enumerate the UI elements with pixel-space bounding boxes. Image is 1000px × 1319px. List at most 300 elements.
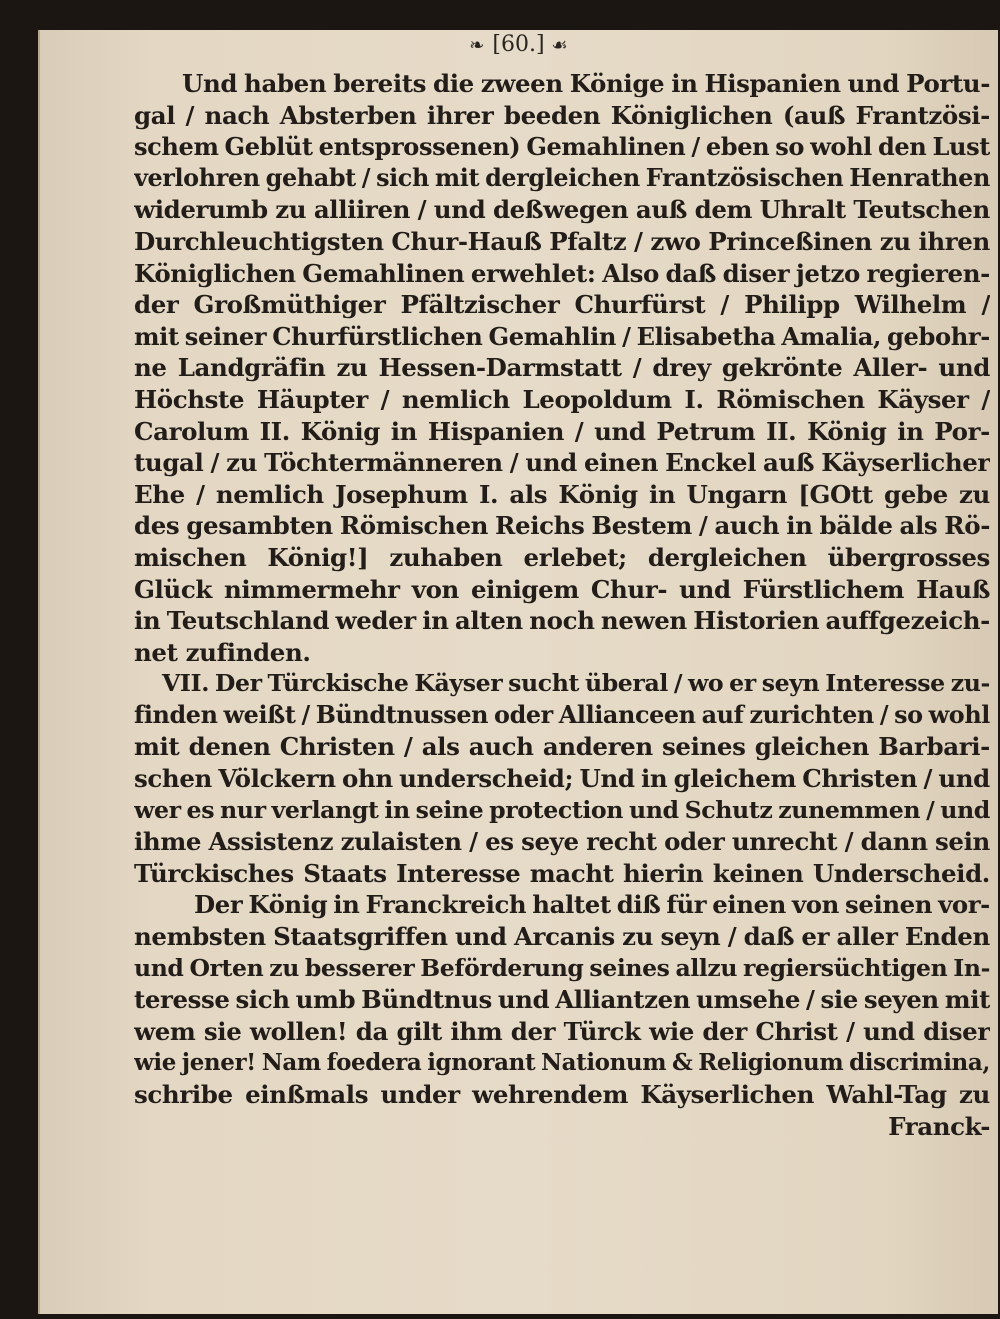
- word: Hispanien: [427, 416, 565, 446]
- word: in: [786, 511, 813, 541]
- word: sein: [935, 827, 990, 857]
- word: verlohren: [134, 163, 260, 192]
- word: gehabt: [265, 163, 356, 192]
- word: beeden: [503, 100, 601, 130]
- word: auf: [701, 700, 744, 729]
- word: Chur-: [590, 574, 668, 604]
- word: /: [469, 827, 478, 857]
- word: wollen!: [249, 1016, 348, 1046]
- word: zu: [336, 353, 368, 383]
- word: teresse: [134, 985, 230, 1015]
- word: Beförderung: [420, 953, 584, 982]
- word: Historien: [693, 606, 820, 636]
- word: er: [801, 922, 830, 952]
- word: in: [897, 416, 924, 446]
- word: sie: [820, 985, 858, 1015]
- word: Töchtermänneren: [264, 448, 503, 478]
- word: auffgezeich-: [825, 606, 990, 636]
- word: mischen: [134, 542, 247, 572]
- word: wem: [134, 1016, 196, 1046]
- word: (auß: [782, 100, 846, 130]
- word: schribe: [134, 1080, 233, 1109]
- word: Pfältzischer: [400, 290, 560, 320]
- word: zween: [480, 69, 563, 98]
- word: Teutschland: [166, 606, 330, 636]
- text-line: [134, 542, 990, 574]
- word: finden: [134, 700, 218, 729]
- word: zu: [269, 953, 299, 982]
- word: /: [301, 700, 310, 729]
- word: gebohr-: [887, 321, 990, 351]
- word: in: [134, 606, 161, 636]
- word: jener!: [181, 1049, 256, 1077]
- word: König!]: [267, 542, 369, 572]
- word: zu: [622, 922, 654, 952]
- word: einigem: [470, 574, 579, 604]
- word: drey: [652, 353, 711, 383]
- word: gleichen: [754, 732, 869, 762]
- word: Gemahlinen: [302, 258, 465, 288]
- word: zurichten: [749, 700, 874, 729]
- text-line: [134, 352, 990, 384]
- word: Nam: [261, 1049, 321, 1077]
- word: Amalia,: [781, 321, 882, 351]
- word: /: [380, 384, 390, 414]
- word: Christen: [802, 764, 918, 794]
- word: der: [510, 1016, 556, 1046]
- word: die: [433, 69, 474, 98]
- word: tugal: [134, 448, 204, 478]
- word: /: [691, 132, 700, 162]
- word: ignorant: [427, 1049, 536, 1077]
- word: auch: [714, 511, 780, 541]
- paragraph-start-line: [134, 889, 990, 921]
- word: I.: [684, 384, 704, 414]
- word: Arcanis: [513, 922, 615, 952]
- word: auch: [468, 732, 534, 762]
- word: /: [210, 448, 220, 478]
- text-line: [134, 574, 990, 606]
- word: allzu: [675, 953, 738, 982]
- word: Christen: [279, 732, 395, 762]
- word: nimmermehr: [223, 574, 400, 604]
- word: erlebet;: [523, 542, 627, 572]
- word: erwehlet:: [470, 258, 596, 288]
- word: dem: [694, 195, 753, 225]
- word: gal: [134, 100, 176, 130]
- word: in: [640, 764, 668, 794]
- word: Käyserlichen: [640, 1080, 815, 1109]
- word: von: [792, 890, 839, 920]
- word: Landgräfin: [177, 353, 326, 383]
- word: gekrönte: [721, 353, 843, 383]
- word: mit: [434, 163, 480, 192]
- word: daß: [665, 258, 716, 288]
- word: seinen: [845, 890, 933, 920]
- word: Frantzösischen: [645, 163, 844, 192]
- word: seine: [415, 795, 484, 824]
- word: /: [622, 321, 631, 351]
- word: und: [455, 922, 507, 952]
- word: er: [729, 669, 756, 698]
- word: Allianceen: [558, 700, 696, 729]
- word: seyn: [761, 669, 820, 698]
- word: vor-: [938, 890, 990, 920]
- word: als: [899, 511, 938, 541]
- word: gilt: [396, 1016, 442, 1046]
- word: newen: [600, 606, 687, 636]
- text-line: [134, 763, 990, 795]
- word: Enckel: [665, 448, 756, 478]
- word: seines: [589, 953, 670, 982]
- word: und: [863, 1016, 915, 1046]
- word: der: [702, 1016, 747, 1046]
- word: alten: [454, 606, 523, 636]
- text-line: [134, 163, 990, 195]
- section-heading-line: [134, 668, 990, 700]
- word: Hauß: [916, 574, 990, 604]
- word: /: [806, 985, 815, 1015]
- text-line: [134, 731, 990, 763]
- word: Petrum: [656, 416, 756, 446]
- word: und: [433, 195, 486, 225]
- word: sie: [203, 1016, 242, 1046]
- word: nemlich: [215, 479, 324, 509]
- word: /: [196, 479, 205, 509]
- word: regieren-: [866, 258, 990, 288]
- word: wehrendem: [472, 1080, 628, 1109]
- word: dergleichen: [485, 163, 640, 192]
- word: weder: [335, 606, 416, 636]
- word: gesambten: [186, 511, 333, 541]
- word: nur: [220, 795, 266, 824]
- word: Hessen-Darmstatt: [378, 353, 622, 383]
- text-line: [134, 826, 990, 858]
- word: seyn: [660, 922, 721, 952]
- word: sich: [376, 163, 429, 192]
- word: hierin: [623, 858, 704, 888]
- word: Der: [214, 669, 262, 698]
- text-line: [134, 510, 990, 542]
- word: Assistenz: [208, 827, 334, 857]
- word: /: [574, 416, 584, 446]
- text-line: [134, 1016, 990, 1048]
- word: Käyser: [877, 384, 969, 414]
- word: Und: [579, 764, 635, 794]
- word: Königlichen: [134, 258, 296, 288]
- word: umb: [295, 985, 356, 1015]
- word: Teutschen: [853, 195, 990, 225]
- word: Bündtnussen: [315, 700, 489, 729]
- word: Enden: [904, 922, 990, 952]
- word: II.: [259, 416, 290, 446]
- word: wohl: [928, 700, 990, 729]
- word: /: [632, 353, 642, 383]
- word: umsehe: [696, 985, 800, 1015]
- word: gebe: [883, 479, 948, 509]
- word: Könige: [569, 69, 665, 98]
- word: einen: [583, 448, 659, 478]
- word: da: [355, 1016, 388, 1046]
- text-line: [134, 416, 990, 448]
- word: nembsten: [134, 922, 266, 952]
- text-line: [134, 194, 990, 226]
- word: übergrosses: [827, 542, 990, 572]
- word: wie: [649, 1016, 694, 1046]
- word: ne: [134, 353, 167, 383]
- word: dann: [860, 827, 928, 857]
- word: seye: [521, 827, 579, 857]
- word: verlangt: [271, 795, 379, 824]
- word: als: [421, 732, 460, 762]
- word: Und: [182, 69, 238, 98]
- word: Por-: [934, 416, 990, 446]
- word: so: [894, 700, 923, 729]
- word: und: [497, 985, 550, 1015]
- word: Staats: [303, 858, 387, 888]
- word: und: [134, 953, 184, 982]
- word: Interesse: [825, 669, 945, 698]
- word: /: [417, 195, 427, 225]
- word: diser: [923, 1016, 990, 1046]
- word: Türckische: [267, 669, 409, 698]
- word: zwo: [650, 226, 701, 256]
- text-line: [134, 953, 990, 985]
- word: Häupter: [256, 384, 368, 414]
- text-line: [134, 479, 990, 511]
- word: eben: [705, 132, 770, 162]
- word: besserer: [304, 953, 415, 982]
- word: und: [938, 764, 990, 794]
- text-line: [134, 1079, 990, 1111]
- word: /: [673, 669, 683, 698]
- word: noch: [529, 606, 595, 636]
- word: zu: [275, 195, 307, 225]
- word: bereits: [333, 69, 427, 98]
- word: mit: [944, 985, 990, 1015]
- word: weißt: [223, 700, 296, 729]
- word: /: [844, 827, 854, 857]
- word: seyen: [863, 985, 939, 1015]
- word: gleichem: [673, 764, 796, 794]
- text-line: [134, 447, 990, 479]
- text-line: [134, 131, 990, 163]
- word: in: [333, 890, 360, 920]
- word: Aller-: [853, 353, 928, 383]
- word: Lust: [932, 132, 990, 162]
- word: seines: [661, 732, 746, 762]
- word: /: [361, 163, 371, 192]
- word: /: [185, 100, 195, 130]
- word: /: [720, 290, 729, 320]
- word: Ehe: [134, 479, 185, 509]
- word: in: [422, 606, 449, 636]
- word: seiner: [184, 321, 267, 351]
- word: und: [594, 416, 646, 446]
- word: haben: [244, 69, 327, 98]
- word: der: [134, 290, 179, 320]
- word: Türck: [563, 1016, 641, 1046]
- word: wo: [687, 669, 724, 698]
- word: Underscheid.: [812, 858, 990, 888]
- word: VII.: [162, 669, 210, 698]
- word: ihme: [134, 827, 202, 857]
- word: ihrer: [426, 100, 494, 130]
- word: Käyserlicher: [821, 448, 990, 478]
- word: Also: [602, 258, 659, 288]
- text-line: [134, 289, 990, 321]
- word: sucht: [508, 669, 580, 698]
- word: &: [671, 1049, 693, 1077]
- word: /: [879, 700, 889, 729]
- text-line: [134, 68, 990, 100]
- word: und: [847, 69, 900, 98]
- word: I.: [478, 479, 499, 509]
- word: /: [981, 384, 990, 414]
- word: zuhaben: [389, 542, 503, 572]
- word: zunemmen: [778, 795, 921, 824]
- word: Fürstlichem: [742, 574, 905, 604]
- word: Alliantzen: [555, 985, 691, 1015]
- word: Schutz: [684, 795, 773, 824]
- word: ihm: [450, 1016, 503, 1046]
- word: Portu-: [906, 69, 990, 98]
- word: überal: [584, 669, 668, 698]
- word: den: [877, 132, 927, 162]
- word: Durchleuchtigsten: [134, 226, 384, 256]
- word: Der: [194, 890, 243, 920]
- word: oder: [494, 700, 553, 729]
- word: Interesse: [396, 858, 521, 888]
- word: Gemahlin: [488, 321, 617, 351]
- word: jetzo: [795, 258, 860, 288]
- word: Römischen: [716, 384, 865, 414]
- word: entsprossenen): [318, 132, 521, 162]
- word: Barbari-: [878, 732, 990, 762]
- word: Glück: [134, 574, 212, 604]
- word: Chur-Hauß: [391, 226, 542, 256]
- word: Käyser: [414, 669, 503, 698]
- word: einen: [712, 890, 787, 920]
- word: Nationum: [541, 1049, 667, 1077]
- word: daß: [743, 922, 795, 952]
- word: Carolum: [134, 416, 249, 446]
- word: nach: [204, 100, 270, 130]
- word: discrimina,: [849, 1049, 990, 1077]
- word: unrecht: [731, 827, 838, 857]
- word: zulaisten: [340, 827, 462, 857]
- text-line: [134, 384, 990, 416]
- text-line: [134, 605, 990, 637]
- word: Wahl-Tag: [826, 1080, 947, 1109]
- word: und: [938, 353, 990, 383]
- word: es: [186, 795, 215, 824]
- word: Josephum: [334, 479, 468, 509]
- word: mit: [134, 321, 179, 351]
- word: zu: [879, 226, 911, 256]
- text-line: [134, 321, 990, 353]
- word: Churfürst: [574, 290, 706, 320]
- word: diß: [616, 890, 661, 920]
- word: zu: [226, 448, 258, 478]
- word: alliiren: [313, 195, 411, 225]
- word: und: [628, 795, 679, 824]
- word: Philipp: [744, 290, 840, 320]
- page-number: [60.]: [492, 32, 545, 57]
- word: /: [846, 1016, 855, 1046]
- ornament-left-icon: ❧: [469, 35, 486, 56]
- word: Bündtnus: [361, 985, 492, 1015]
- word: /: [403, 732, 413, 762]
- word: /: [634, 226, 643, 256]
- word: /: [698, 511, 708, 541]
- word: es: [485, 827, 514, 857]
- word: wohl: [810, 132, 872, 162]
- word: einßmals: [245, 1080, 369, 1109]
- book-page: [38, 30, 998, 1314]
- word: Geblüt: [224, 132, 313, 162]
- word: [GOtt: [798, 479, 873, 509]
- word: under: [380, 1080, 460, 1109]
- word: Uhralt: [759, 195, 846, 225]
- page-number-header: [40, 32, 998, 57]
- text-line: net zufinden.: [134, 637, 311, 667]
- word: anderen: [542, 732, 653, 762]
- word: wer: [134, 795, 181, 824]
- word: von: [411, 574, 459, 604]
- word: Wilhelm: [854, 290, 967, 320]
- word: König: [248, 890, 328, 920]
- catchword-line: Franck-: [888, 1111, 990, 1141]
- word: als: [509, 479, 548, 509]
- word: so: [775, 132, 805, 162]
- word: Rö-: [944, 511, 990, 541]
- word: sich: [235, 985, 290, 1015]
- word: keinen: [712, 858, 804, 888]
- word: König: [300, 416, 380, 446]
- word: auß: [763, 448, 815, 478]
- text-line: [134, 226, 990, 258]
- word: macht: [529, 858, 614, 888]
- word: Reichs: [495, 511, 585, 541]
- word: Orten: [189, 953, 264, 982]
- word: wie: [134, 1049, 176, 1077]
- word: denen: [188, 732, 271, 762]
- word: Türckisches: [134, 858, 294, 888]
- word: und: [525, 448, 577, 478]
- text-line: [134, 795, 990, 827]
- word: /: [981, 290, 990, 320]
- word: Churfürstlichen: [272, 321, 483, 351]
- word: ohn: [342, 764, 393, 794]
- word: /: [923, 764, 933, 794]
- word: König: [807, 416, 887, 446]
- word: zu: [958, 1080, 990, 1109]
- word: in: [384, 795, 410, 824]
- word: deßwegen: [492, 195, 629, 225]
- word: in: [671, 69, 698, 98]
- text-line: [134, 858, 990, 890]
- word: foedera: [326, 1049, 422, 1077]
- word: II.: [766, 416, 797, 446]
- word: recht: [586, 827, 657, 857]
- word: schem: [134, 132, 219, 162]
- word: schen: [134, 764, 212, 794]
- body-text: [134, 68, 990, 1142]
- word: Elisabetha: [636, 321, 776, 351]
- word: Princeßinen: [708, 226, 872, 256]
- word: Großmüthiger: [193, 290, 386, 320]
